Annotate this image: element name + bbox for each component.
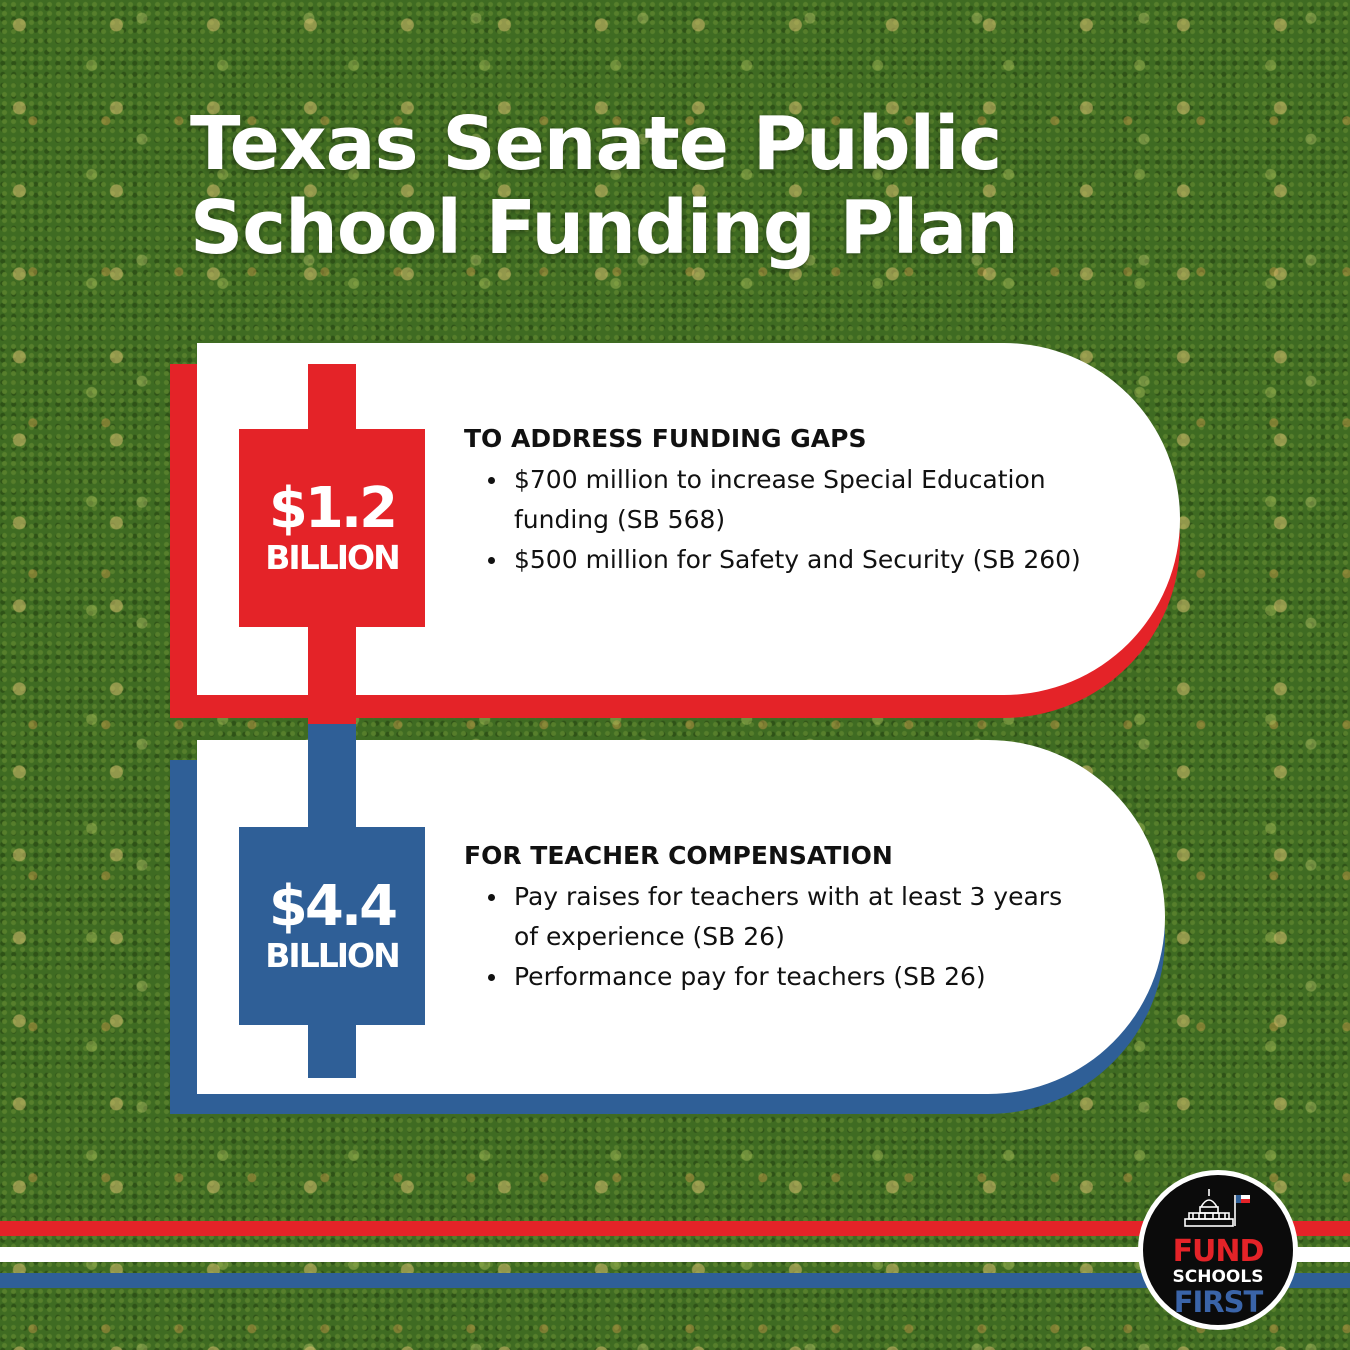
bullet-list-1 [464,460,1084,580]
page-title [190,102,1190,270]
amount-value-2: $4.4 [268,874,396,939]
funding-gaps-section [464,424,1084,580]
teacher-compensation-section [464,841,1084,997]
logo-text-fund: FUND [1172,1234,1264,1269]
list-item: Performance pay for teachers (SB 26) [464,957,1084,997]
fund-schools-first-logo [1138,1170,1298,1330]
amount-badge-2 [239,827,425,1025]
section-heading-2: FOR TEACHER COMPENSATION [464,841,893,870]
logo-text-schools: SCHOOLS [1172,1267,1264,1287]
amount-unit-1: BILLION [265,538,399,577]
list-item: $700 million to increase Special Education funding (SB 568) [464,460,1084,540]
amount-unit-2: BILLION [265,936,399,975]
list-item: $500 million for Safety and Security (SB 260) [464,540,1084,580]
capitol-dome-icon [1183,1187,1253,1235]
amount-badge-1 [239,429,425,627]
bullet-list-2 [464,877,1084,997]
title-line-1: Texas Senate Public [190,101,1002,187]
section-heading-1: TO ADDRESS FUNDING GAPS [464,424,867,453]
logo-text-first: FIRST [1173,1285,1263,1319]
list-item: Pay raises for teachers with at least 3 years of experience (SB 26) [464,877,1084,957]
title-line-2: School Funding Plan [190,185,1018,271]
amount-value-1: $1.2 [268,476,396,541]
